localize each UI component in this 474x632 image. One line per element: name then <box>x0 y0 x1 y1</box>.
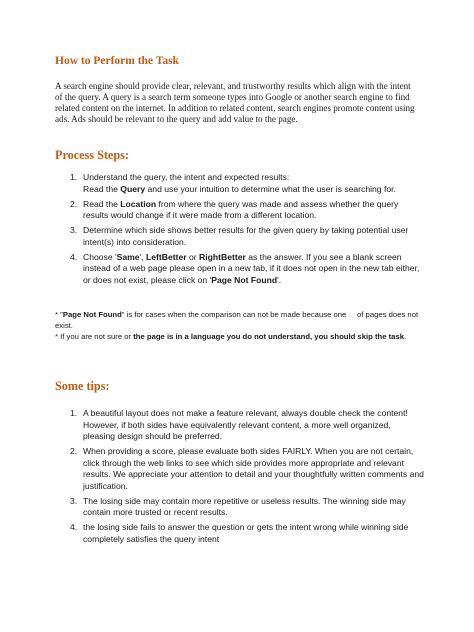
note-text: " is for cases when the comparison can not be made because one of pages does not exist. <box>55 310 421 331</box>
note-skip-task <box>55 331 425 342</box>
tip-text: A beautiful layout does not make a feature relevant, always double check the content! <box>83 408 408 418</box>
list-item <box>55 225 425 248</box>
process-steps-list <box>55 172 425 290</box>
bold-term: LeftBetter <box>146 251 187 262</box>
bold-term: RightBetter <box>199 251 246 262</box>
list-number: 2. <box>70 446 78 456</box>
step-text: from where the query was made and assess whether the query results would change if it were made from a different location. <box>83 198 399 220</box>
list-item <box>55 199 425 222</box>
list-number: 4. <box>70 522 78 532</box>
bold-term: Location <box>120 198 157 209</box>
step-text: Choose ' <box>83 251 117 262</box>
list-number: 2. <box>70 198 78 209</box>
note-page-not-found <box>55 309 425 331</box>
process-steps-heading: Process Steps: <box>55 148 129 162</box>
list-item <box>55 408 425 443</box>
list-number: 1. <box>70 408 78 418</box>
tip-text: the losing side fails to answer the question or gets the intent wrong while winning side completely satisfies the query intent <box>83 522 409 544</box>
note-text: * " <box>55 310 63 319</box>
list-item <box>55 172 425 195</box>
list-item <box>55 522 425 545</box>
list-item <box>55 496 425 519</box>
tip-text: The losing side may contain more repetitive or useless results. The winning side may contain more trusted or recent results. <box>83 495 406 517</box>
step-text: and use your intuition to determine what the user is searching for. <box>145 183 396 194</box>
list-number: 3. <box>70 225 78 235</box>
step-text: as the answer. If you see a blank screen instead of a web page please open in a new tab, if it does not open in the new tab either, or does not exist, please click on ' <box>83 251 420 285</box>
step-text: Understand the query, the intent and expected results: <box>83 172 290 182</box>
intro-paragraph: A search engine should provide clear, relevant, and trustworthy results which align with the intent of the query. A query is a search term someone types into Google or another search engine to find related content on the internet. In addition to related content, search engines promote content using ads. Ads should be relevant to the query and add value to the page. <box>55 81 415 124</box>
bold-term: the page is in a language you do not understand, you should skip the task <box>133 332 405 342</box>
note-text: . <box>404 332 407 342</box>
tip-text: However, if both sides have equivalently relevant content, a more well organized, pleasing design should be preferred. <box>83 419 391 441</box>
bold-term: Query <box>120 183 146 194</box>
step-text: or <box>186 251 200 262</box>
bold-term: Page Not Found <box>211 274 278 285</box>
list-item <box>55 252 425 287</box>
bold-term: Page Not Found <box>62 310 122 319</box>
some-tips-heading: Some tips: <box>55 379 110 393</box>
step-text: '. <box>277 274 282 285</box>
step-text: ', <box>139 251 147 262</box>
page-title: How to Perform the Task <box>55 55 179 67</box>
list-number: 1. <box>70 172 78 182</box>
list-item <box>55 446 425 492</box>
step-text: Read the <box>83 198 121 209</box>
notes-block <box>55 309 425 343</box>
bold-term: Same <box>116 251 140 262</box>
list-number: 3. <box>70 495 78 506</box>
list-number: 4. <box>70 251 78 262</box>
step-text: Read the <box>83 183 121 194</box>
note-text: * If you are not sure or <box>55 332 134 342</box>
tip-text: When providing a score, please evaluate both sides FAIRLY. When you are not certain, click through the web links to see which side provides more appropriate and relevant results. We appreciate your attention to detail and your thoughtfully written comments and justification. <box>83 446 424 491</box>
step-text: Determine which side shows better results for the given query by taking potential user intent(s) into consideration. <box>83 225 409 247</box>
some-tips-list <box>55 408 425 549</box>
